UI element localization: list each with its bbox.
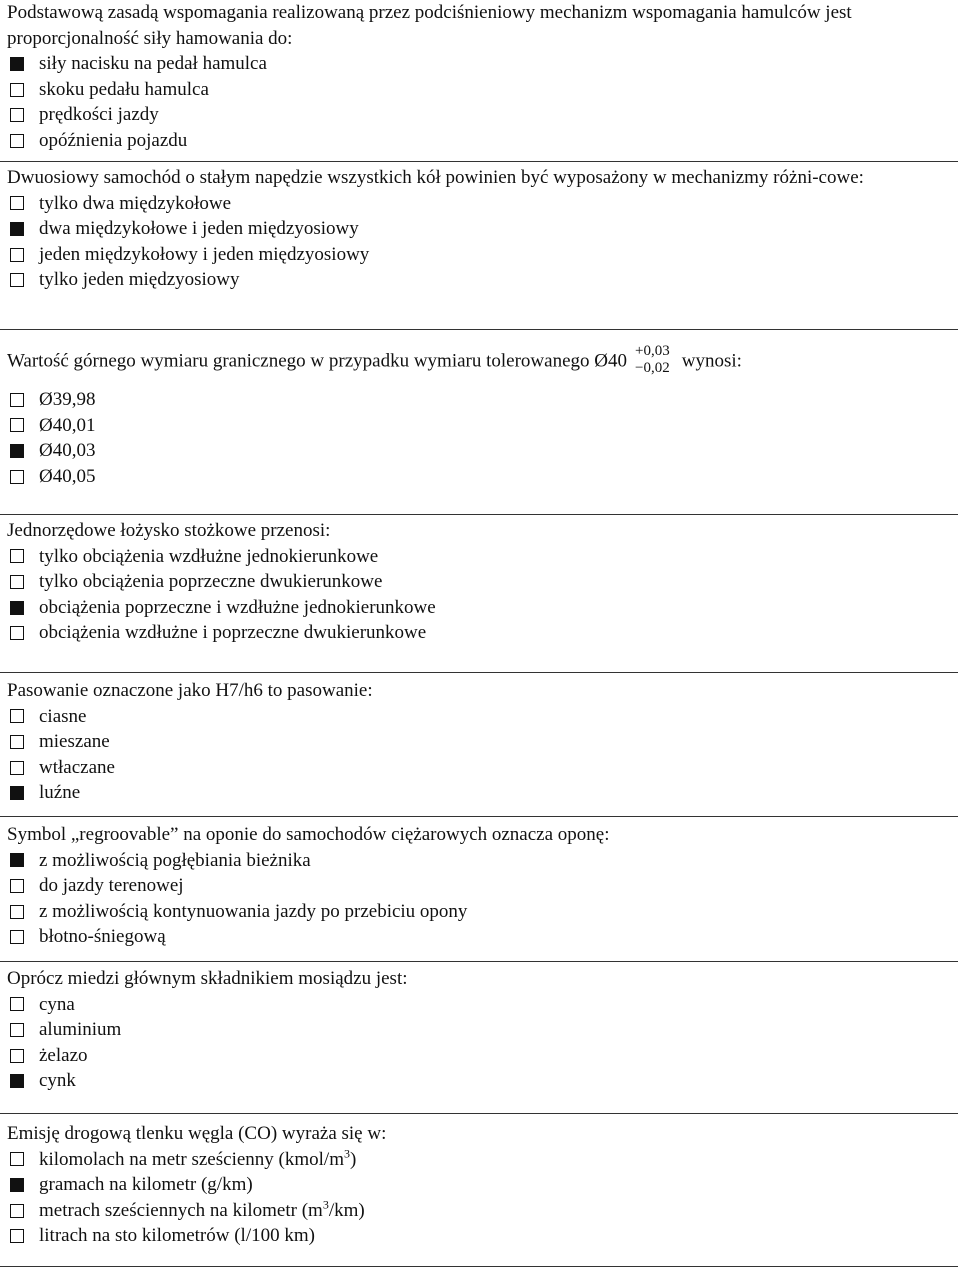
option[interactable]	[7, 924, 957, 950]
checkbox-icon[interactable]	[10, 222, 24, 236]
option-label: wtłaczane	[39, 756, 115, 778]
separator	[0, 161, 958, 162]
checkbox-icon[interactable]	[10, 930, 24, 944]
question-text-before: Wartość górnego wymiaru granicznego w przypadku wymiaru tolerowanego Ø40	[7, 350, 627, 372]
option[interactable]	[7, 1043, 957, 1069]
question-8	[7, 1121, 957, 1249]
option-label-post: /km)	[328, 1199, 365, 1221]
question-4	[7, 518, 957, 646]
option-label: Ø39,98	[39, 389, 96, 410]
checkbox-icon[interactable]	[10, 997, 24, 1011]
checkbox-icon[interactable]	[10, 601, 24, 615]
checkbox-icon[interactable]	[10, 1152, 24, 1166]
checkbox-icon[interactable]	[10, 470, 24, 484]
option[interactable]	[7, 1172, 957, 1198]
option-label: do jazdy terenowej	[39, 875, 184, 897]
option[interactable]	[7, 102, 957, 128]
separator	[0, 514, 958, 515]
checkbox-icon[interactable]	[10, 418, 24, 432]
option-label: skoku pedału hamulca	[39, 78, 209, 100]
question-3	[7, 345, 957, 489]
separator	[0, 672, 958, 673]
tolerance-upper: +0,03	[635, 343, 670, 359]
option-label: tylko obciążenia poprzeczne dwukierunkowe	[39, 571, 383, 593]
option[interactable]	[7, 729, 957, 755]
question-2	[7, 165, 957, 293]
question-7	[7, 966, 957, 1094]
option-label: opóźnienia pojazdu	[39, 129, 188, 151]
question-text: Dwuosiowy samochód o stałym napędzie wszystkich kół powinien być wyposażony w mechanizmy różni-cowe:	[7, 167, 864, 188]
option[interactable]	[7, 1223, 957, 1249]
option[interactable]	[7, 848, 957, 874]
option[interactable]	[7, 438, 957, 464]
checkbox-icon[interactable]	[10, 1074, 24, 1088]
option[interactable]	[7, 51, 957, 77]
checkbox-icon[interactable]	[10, 575, 24, 589]
option-label	[39, 1198, 365, 1224]
option-label: cyna	[39, 993, 75, 1015]
checkbox-icon[interactable]	[10, 1229, 24, 1243]
question-text: Podstawową zasadą wspomagania realizowaną przez podciśnieniowy mechanizm wspomagania hamulców jest proporcjonalność siły hamowania do:	[7, 2, 852, 49]
checkbox-icon[interactable]	[10, 905, 24, 919]
checkbox-icon[interactable]	[10, 1023, 24, 1037]
option-label: jeden międzykołowy i jeden międzyosiowy	[39, 243, 370, 265]
option-label-sup: 3	[343, 1146, 350, 1161]
option-label: tylko obciążenia wzdłużne jednokierunkowe	[39, 545, 379, 567]
option[interactable]	[7, 704, 957, 730]
checkbox-icon[interactable]	[10, 626, 24, 640]
checkbox-icon[interactable]	[10, 1178, 24, 1192]
option-label: mieszane	[39, 731, 110, 753]
checkbox-icon[interactable]	[10, 1204, 24, 1218]
checkbox-icon[interactable]	[10, 853, 24, 867]
option-label	[39, 1147, 356, 1173]
option-label: gramach na kilometr (g/km)	[39, 1174, 253, 1196]
question-text: Pasowanie oznaczone jako H7/h6 to pasowanie:	[7, 680, 373, 701]
option[interactable]	[7, 216, 957, 242]
checkbox-icon[interactable]	[10, 735, 24, 749]
option-label: tylko dwa międzykołowe	[39, 192, 232, 214]
question-1	[7, 0, 957, 154]
option-label-pre: metrach sześciennych na kilometr (m	[39, 1199, 323, 1221]
option[interactable]	[7, 899, 957, 925]
option-label: dwa międzykołowe i jeden międzyosiowy	[39, 218, 359, 240]
separator	[0, 1266, 958, 1267]
option-label: z możliwością pogłębiania bieżnika	[39, 849, 311, 871]
checkbox-icon[interactable]	[10, 393, 24, 407]
tolerance-lower: −0,02	[635, 360, 670, 376]
question-text: Oprócz miedzi głównym składnikiem mosiądzu jest:	[7, 968, 408, 989]
option-label: żelazo	[39, 1044, 88, 1066]
option[interactable]	[7, 387, 957, 413]
checkbox-icon[interactable]	[10, 709, 24, 723]
question-5	[7, 678, 957, 806]
option-label: cynk	[39, 1070, 76, 1092]
option-label: luźne	[39, 782, 81, 804]
option[interactable]	[7, 464, 957, 490]
checkbox-icon[interactable]	[10, 273, 24, 287]
option-label: Ø40,03	[39, 440, 96, 462]
option-label: Ø40,05	[39, 465, 96, 487]
checkbox-icon[interactable]	[10, 248, 24, 262]
option-label: litrach na sto kilometrów (l/100 km)	[39, 1225, 315, 1247]
option[interactable]	[7, 1198, 957, 1224]
checkbox-icon[interactable]	[10, 761, 24, 775]
checkbox-icon[interactable]	[10, 786, 24, 800]
checkbox-icon[interactable]	[10, 108, 24, 122]
option[interactable]	[7, 242, 957, 268]
option-label: prędkości jazdy	[39, 104, 159, 126]
checkbox-icon[interactable]	[10, 83, 24, 97]
option[interactable]	[7, 569, 957, 595]
checkbox-icon[interactable]	[10, 196, 24, 210]
checkbox-icon[interactable]	[10, 549, 24, 563]
option-label: błotno-śniegową	[39, 926, 166, 948]
option[interactable]	[7, 191, 957, 217]
option[interactable]	[7, 873, 957, 899]
separator	[0, 816, 958, 817]
option[interactable]	[7, 595, 957, 621]
option[interactable]	[7, 267, 957, 293]
option[interactable]	[7, 1147, 957, 1173]
option-label-pre: kilomolach na metr sześcienny (kmol/m	[39, 1148, 344, 1170]
tolerance	[635, 343, 670, 377]
option-label: Ø40,01	[39, 414, 96, 436]
separator	[0, 1113, 958, 1114]
option-label: obciążenia poprzeczne i wzdłużne jednokierunkowe	[39, 596, 436, 618]
option-label-sup: 3	[322, 1197, 329, 1212]
question-text: Symbol „regroovable” na oponie do samochodów ciężarowych oznacza oponę:	[7, 824, 610, 845]
checkbox-icon[interactable]	[10, 444, 24, 458]
option-label-post: )	[349, 1148, 357, 1170]
question-text: Jednorzędowe łożysko stożkowe przenosi:	[7, 520, 331, 541]
option[interactable]	[7, 755, 957, 781]
question-text: Emisję drogową tlenku węgla (CO) wyraża się w:	[7, 1123, 387, 1144]
option[interactable]	[7, 128, 957, 154]
separator	[0, 961, 958, 962]
checkbox-icon[interactable]	[10, 1049, 24, 1063]
option[interactable]	[7, 780, 957, 806]
checkbox-icon[interactable]	[10, 134, 24, 148]
question-6	[7, 822, 957, 950]
option[interactable]	[7, 620, 957, 646]
option-label: tylko jeden międzyosiowy	[39, 269, 240, 291]
option[interactable]	[7, 77, 957, 103]
option-label: obciążenia wzdłużne i poprzeczne dwukierunkowe	[39, 622, 427, 644]
question-text-after: wynosi:	[681, 350, 742, 372]
option[interactable]	[7, 413, 957, 439]
option-label: ciasne	[39, 705, 87, 727]
checkbox-icon[interactable]	[10, 879, 24, 893]
option-label: aluminium	[39, 1019, 122, 1041]
separator	[0, 329, 958, 330]
option[interactable]	[7, 1017, 957, 1043]
option-label: z możliwością kontynuowania jazdy po przebiciu opony	[39, 900, 468, 922]
option[interactable]	[7, 544, 957, 570]
option[interactable]	[7, 1068, 957, 1094]
option[interactable]	[7, 992, 957, 1018]
option-label: siły nacisku na pedał hamulca	[39, 53, 267, 75]
question-text	[7, 345, 957, 379]
checkbox-icon[interactable]	[10, 57, 24, 71]
